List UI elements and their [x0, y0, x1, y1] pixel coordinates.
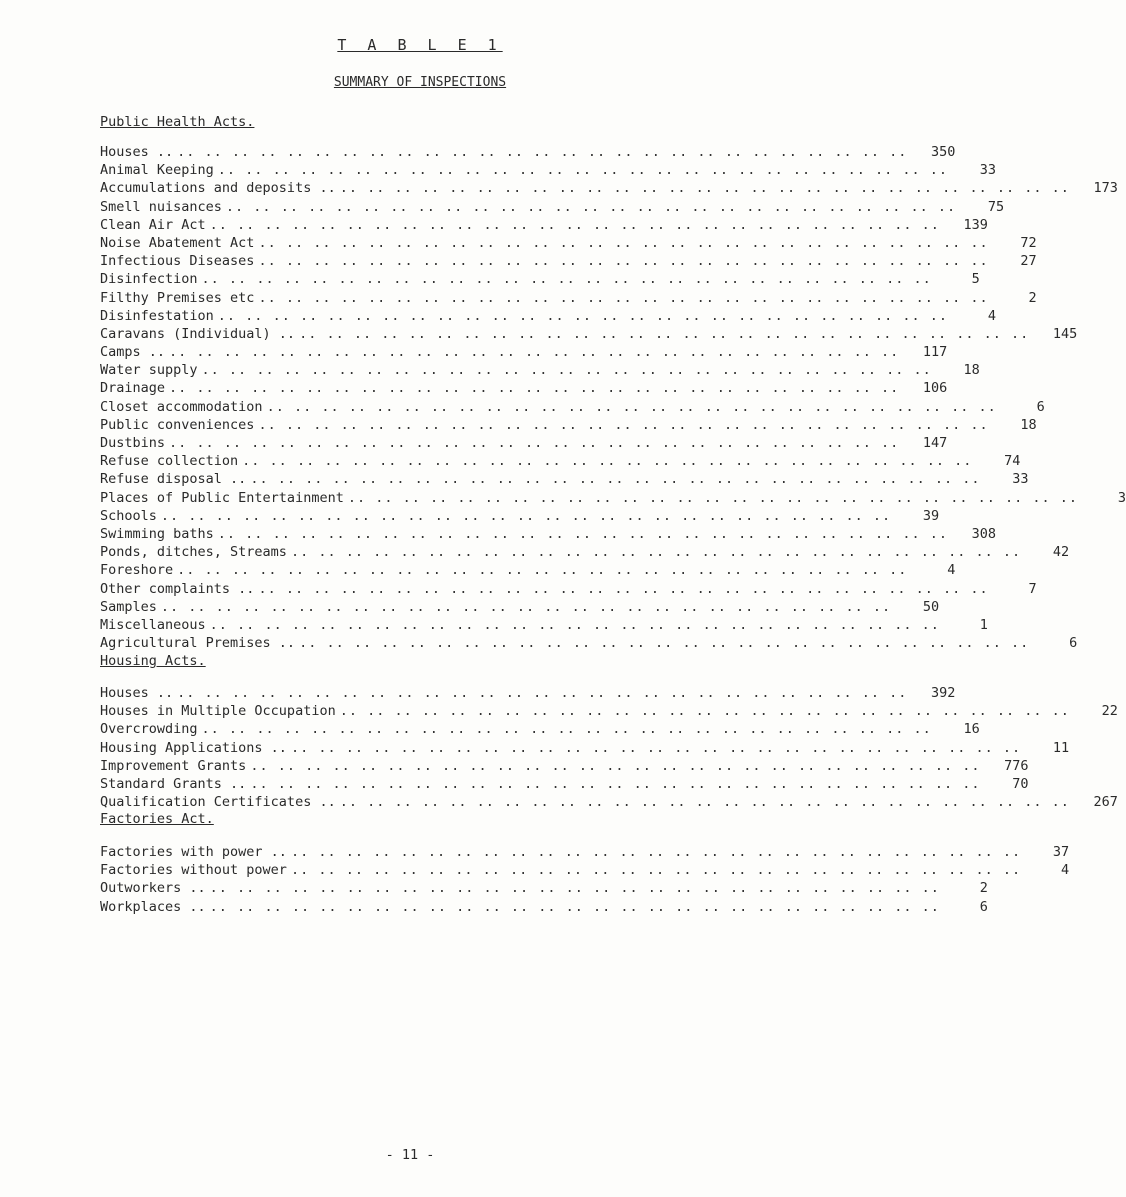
table-row: [100, 179, 1118, 197]
row-value: 173: [1093, 180, 1118, 197]
table-row: [100, 434, 948, 452]
row-label: Clean Air Act: [100, 216, 206, 233]
dot-leader: .. .. .. .. .. .. .. .. .. .. .. .. .. .. .. .. .. .. .. .. .. .. .. .. .. .. ..: [201, 721, 932, 738]
row-value: 72: [1020, 234, 1037, 251]
dot-leader: .. .. .. .. .. .. .. .. .. .. .. .. .. .. .. .. .. .. .. .. .. .. .. .. .. .. ..: [290, 844, 1022, 860]
row-value: 3: [1117, 489, 1126, 506]
table-row: [100, 143, 956, 161]
table-row: [100, 452, 1021, 470]
row-value: 18: [1020, 416, 1037, 433]
row-label: Improvement Grants: [100, 757, 247, 774]
row-label: Animal Keeping: [100, 162, 214, 179]
row-value: 37: [1052, 844, 1070, 860]
table-row: [100, 325, 1078, 343]
factories-list: [100, 843, 1070, 916]
row-label: Camps ..: [100, 344, 166, 361]
table-row: [100, 757, 1029, 775]
table-row: [100, 561, 956, 579]
row-label: Caravans (Individual) ..: [100, 325, 296, 342]
row-label: Places of Public Entertainment: [100, 489, 344, 506]
row-value: 4: [947, 562, 956, 579]
row-value: 50: [922, 598, 940, 615]
dot-leader: .. .. .. .. .. .. .. .. .. .. .. .. .. .. .. .. .. .. .. .. .. .. .. .. .. .. ..: [201, 362, 932, 379]
row-label: Closet accommodation: [100, 398, 263, 415]
row-value: 139: [963, 216, 988, 233]
dot-leader: .. .. .. .. .. .. .. .. .. .. .. .. .. .. .. .. .. .. .. .. .. .. .. .. .. .. ..: [299, 635, 1030, 652]
section-heading-public-health: [100, 114, 254, 130]
section-heading-factories: [100, 811, 214, 827]
dot-leader: .. .. .. .. .. .. .. .. .. .. .. .. .. .. .. .. .. .. .. .. .. .. .. .. .. .. ..: [258, 253, 989, 270]
table-row: [100, 489, 1126, 507]
table-title: [0, 36, 800, 54]
row-value: 6: [979, 898, 988, 915]
table-row: [100, 634, 1078, 652]
table-row: [100, 198, 1005, 216]
row-label: Dustbins: [100, 435, 166, 451]
row-label: Noise Abatement Act: [100, 234, 255, 251]
table-row: [100, 793, 1118, 811]
table-row: [100, 470, 1029, 488]
dot-leader: .. .. .. .. .. .. .. .. .. .. .. .. .. .. .. .. .. .. .. .. .. .. .. .. .. .. ..: [299, 325, 1030, 342]
dot-leader: .. .. .. .. .. .. .. .. .. .. .. .. .. .. .. .. .. .. .. .. .. .. .. .. .. .. ..: [266, 398, 997, 415]
dot-leader: .. .. .. .. .. .. .. .. .. .. .. .. .. .. .. .. .. .. .. .. .. .. .. .. .. .. ..: [290, 544, 1022, 561]
table-row: [100, 343, 948, 361]
dot-leader: .. .. .. .. .. .. .. .. .. .. .. .. .. .. .. .. .. .. .. .. .. .. .. .. .. .. ..: [169, 435, 900, 451]
dot-leader: .. .. .. .. .. .. .. .. .. .. .. .. .. .. .. .. .. .. .. .. .. .. .. .. .. .. ..: [258, 580, 989, 597]
table-row: [100, 361, 980, 379]
dot-leader: .. .. .. .. .. .. .. .. .. .. .. .. .. .. .. .. .. .. .. .. .. .. .. .. .. .. ..: [160, 598, 892, 615]
table-row: [100, 398, 1045, 416]
row-value: 1: [979, 616, 988, 633]
row-value: 2: [979, 880, 988, 897]
row-value: 776: [1004, 757, 1029, 774]
dot-leader: .. .. .. .. .. .. .. .. .. .. .. .. .. .. .. .. .. .. .. .. .. .. .. .. .. .. ..: [258, 234, 989, 251]
dot-leader: .. .. .. .. .. .. .. .. .. .. .. .. .. .. .. .. .. .. .. .. .. .. .. .. .. .. ..: [217, 525, 949, 542]
table-subtitle: [0, 75, 800, 90]
row-label: Housing Applications ..: [100, 739, 287, 756]
table-row: [100, 898, 988, 916]
dot-leader: .. .. .. .. .. .. .. .. .. .. .. .. .. .. .. .. .. .. .. .. .. .. .. .. .. .. ..: [209, 880, 940, 897]
table-row: [100, 252, 1037, 270]
row-label: Factories with power ..: [100, 844, 287, 860]
row-value: 106: [922, 380, 948, 397]
section-heading-text: Factories Act.: [100, 811, 214, 827]
row-label: Qualification Certificates ..: [100, 794, 336, 811]
table-row: [100, 843, 1070, 861]
row-value: 22: [1101, 703, 1118, 720]
row-label: Refuse collection: [100, 453, 239, 470]
section-heading-text: Housing Acts.: [100, 653, 206, 669]
dot-leader: .. .. .. .. .. .. .. .. .. .. .. .. .. .. .. .. .. .. .. .. .. .. .. .. .. .. ..: [169, 344, 900, 361]
row-value: 18: [963, 362, 980, 379]
dot-leader: .. .. .. .. .. .. .. .. .. .. .. .. .. .. .. .. .. .. .. .. .. .. .. .. .. .. ..: [250, 775, 981, 792]
dot-leader: .. .. .. .. .. .. .. .. .. .. .. .. .. .. .. .. .. .. .. .. .. .. .. .. .. .. ..: [347, 489, 1079, 506]
dot-leader: .. .. .. .. .. .. .. .. .. .. .. .. .. .. .. .. .. .. .. .. .. .. .. .. .. .. ..: [209, 616, 940, 633]
row-label: Overcrowding: [100, 721, 198, 738]
table-row: [100, 379, 948, 397]
dot-leader: .. .. .. .. .. .. .. .. .. .. .. .. .. .. .. .. .. .. .. .. .. .. .. .. .. .. ..: [250, 757, 981, 774]
housing-list: [100, 684, 1118, 811]
table-row: [100, 775, 1029, 793]
row-value: 33: [979, 162, 997, 179]
row-value: 11: [1052, 739, 1070, 756]
row-label: Accumulations and deposits ..: [100, 180, 336, 197]
row-label: Agricultural Premises ..: [100, 635, 296, 652]
table-row: [100, 161, 997, 179]
page-number: - 11 -: [385, 1147, 435, 1163]
row-label: Houses in Multiple Occupation: [100, 703, 336, 720]
section-heading-housing: [100, 653, 206, 669]
row-label: Miscellaneous: [100, 616, 206, 633]
row-value: 4: [1061, 862, 1070, 879]
table-row: [100, 416, 1037, 434]
table-row: [100, 598, 940, 616]
row-value: 2: [1028, 289, 1037, 306]
row-value: 70: [1012, 775, 1029, 792]
dot-leader: .. .. .. .. .. .. .. .. .. .. .. .. .. .. .. .. .. .. .. .. .. .. .. .. .. .. ..: [169, 380, 900, 397]
row-label: Water supply: [100, 362, 198, 379]
dot-leader: .. .. .. .. .. .. .. .. .. .. .. .. .. .. .. .. .. .. .. .. .. .. .. .. .. .. ..: [339, 794, 1070, 811]
row-label: Houses ..: [100, 685, 174, 701]
row-label: Smell nuisances: [100, 198, 222, 215]
table-row: [100, 580, 1037, 598]
table-row: [100, 525, 997, 543]
table-row: [100, 216, 988, 234]
table-row: [100, 702, 1118, 720]
row-label: Disinfestation: [100, 307, 214, 324]
row-value: 6: [1069, 635, 1078, 652]
row-value: 6: [1036, 398, 1045, 415]
table-row: [100, 543, 1070, 561]
table-row: [100, 861, 1070, 879]
dot-leader: .. .. .. .. .. .. .. .. .. .. .. .. .. .. .. .. .. .. .. .. .. .. .. .. .. .. ..: [209, 898, 940, 915]
row-label: Standard Grants ..: [100, 775, 247, 792]
row-label: Factories without power: [100, 862, 287, 879]
row-value: 308: [971, 525, 997, 542]
row-label: Drainage: [100, 380, 166, 397]
dot-leader: .. .. .. .. .. .. .. .. .. .. .. .. .. .. .. .. .. .. .. .. .. .. .. .. .. .. ..: [217, 162, 949, 179]
row-value: 350: [930, 144, 956, 160]
dot-leader: .. .. .. .. .. .. .. .. .. .. .. .. .. .. .. .. .. .. .. .. .. .. .. .. .. .. ..: [290, 739, 1022, 756]
dot-leader: .. .. .. .. .. .. .. .. .. .. .. .. .. .. .. .. .. .. .. .. .. .. .. .. .. .. ..: [160, 507, 892, 524]
public-health-list: [100, 143, 1126, 652]
table-row: [100, 616, 988, 634]
row-value: 39: [922, 507, 940, 524]
dot-leader: .. .. .. .. .. .. .. .. .. .. .. .. .. .. .. .. .. .. .. .. .. .. .. .. .. .. ..: [225, 198, 957, 215]
row-label: Filthy Premises etc: [100, 289, 255, 306]
dot-leader: .. .. .. .. .. .. .. .. .. .. .. .. .. .. .. .. .. .. .. .. .. .. .. .. .. .. ..: [290, 862, 1022, 879]
table-row: [100, 684, 956, 702]
row-value: 267: [1093, 794, 1118, 811]
row-label: Swimming baths: [100, 525, 214, 542]
dot-leader: .. .. .. .. .. .. .. .. .. .. .. .. .. .. .. .. .. .. .. .. .. .. .. .. .. .. ..: [201, 271, 932, 288]
table-title-text: T A B L E 1: [337, 36, 503, 54]
row-value: 33: [1012, 471, 1029, 488]
row-label: Public conveniences: [100, 416, 255, 433]
dot-leader: .. .. .. .. .. .. .. .. .. .. .. .. .. .. .. .. .. .. .. .. .. .. .. .. .. .. ..: [242, 453, 973, 470]
table-row: [100, 879, 988, 897]
table-row: [100, 270, 980, 288]
dot-leader: .. .. .. .. .. .. .. .. .. .. .. .. .. .. .. .. .. .. .. .. .. .. .. .. .. .. ..: [177, 144, 908, 160]
dot-leader: .. .. .. .. .. .. .. .. .. .. .. .. .. .. .. .. .. .. .. .. .. .. .. .. .. .. ..: [217, 307, 949, 324]
row-value: 75: [987, 198, 1005, 215]
dot-leader: .. .. .. .. .. .. .. .. .. .. .. .. .. .. .. .. .. .. .. .. .. .. .. .. .. .. ..: [258, 416, 989, 433]
row-label: Other complaints ..: [100, 580, 255, 597]
table-row: [100, 720, 980, 738]
row-label: Workplaces ..: [100, 898, 206, 915]
table-row: [100, 289, 1037, 307]
row-value: 16: [963, 721, 980, 738]
table-row: [100, 739, 1070, 757]
table-row: [100, 507, 940, 525]
row-label: Disinfection: [100, 271, 198, 288]
table-row: [100, 307, 997, 325]
section-heading-text: Public Health Acts.: [100, 114, 255, 130]
row-value: 27: [1020, 253, 1037, 270]
row-label: Schools: [100, 507, 157, 524]
row-value: 392: [930, 685, 956, 701]
dot-leader: .. .. .. .. .. .. .. .. .. .. .. .. .. .. .. .. .. .. .. .. .. .. .. .. .. .. ..: [339, 703, 1070, 720]
dot-leader: .. .. .. .. .. .. .. .. .. .. .. .. .. .. .. .. .. .. .. .. .. .. .. .. .. .. ..: [258, 289, 989, 306]
row-value: 117: [922, 344, 948, 361]
row-label: Refuse disposal ..: [100, 471, 247, 488]
row-value: 145: [1052, 325, 1078, 342]
table-row: [100, 234, 1037, 252]
row-value: 147: [922, 435, 948, 451]
dot-leader: .. .. .. .. .. .. .. .. .. .. .. .. .. .. .. .. .. .. .. .. .. .. .. .. .. .. ..: [209, 216, 940, 233]
row-label: Infectious Diseases: [100, 253, 255, 270]
row-value: 74: [1004, 453, 1021, 470]
row-label: Foreshore: [100, 562, 174, 579]
row-value: 7: [1028, 580, 1037, 597]
dot-leader: .. .. .. .. .. .. .. .. .. .. .. .. .. .. .. .. .. .. .. .. .. .. .. .. .. .. ..: [177, 562, 908, 579]
row-label: Ponds, ditches, Streams: [100, 544, 287, 561]
table-subtitle-text: SUMMARY OF INSPECTIONS: [333, 75, 507, 90]
row-value: 4: [987, 307, 997, 324]
row-value: 5: [971, 271, 980, 288]
row-label: Houses ..: [100, 144, 174, 160]
row-label: Samples: [100, 598, 157, 615]
row-label: Outworkers ..: [100, 880, 206, 897]
dot-leader: .. .. .. .. .. .. .. .. .. .. .. .. .. .. .. .. .. .. .. .. .. .. .. .. .. .. ..: [250, 471, 981, 488]
row-value: 42: [1052, 544, 1070, 561]
dot-leader: .. .. .. .. .. .. .. .. .. .. .. .. .. .. .. .. .. .. .. .. .. .. .. .. .. .. ..: [177, 685, 908, 701]
dot-leader: .. .. .. .. .. .. .. .. .. .. .. .. .. .. .. .. .. .. .. .. .. .. .. .. .. .. ..: [339, 180, 1070, 197]
